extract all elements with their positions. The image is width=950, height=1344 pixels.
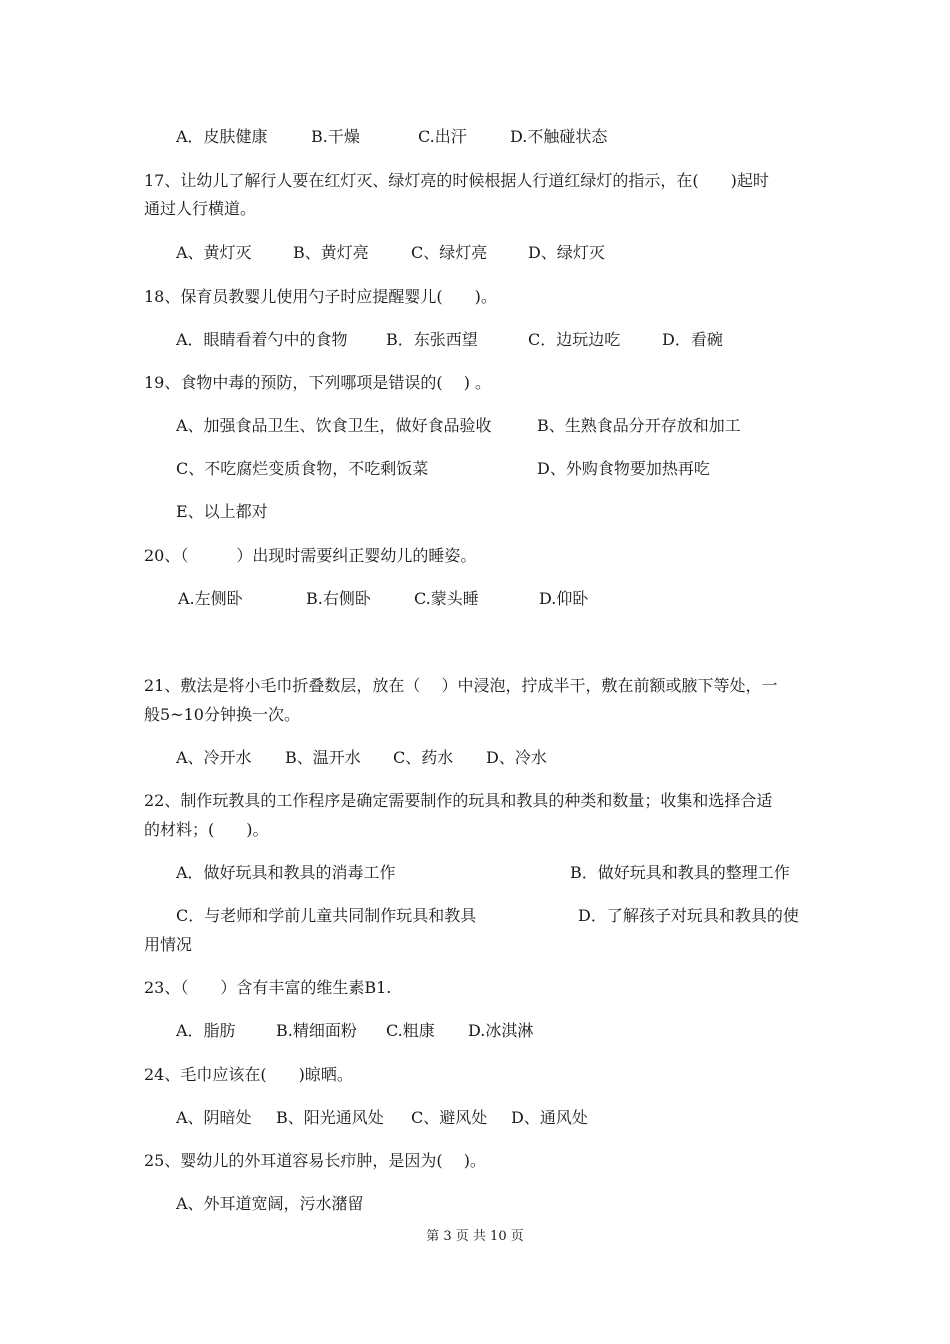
q20-option-b: B.右侧卧 xyxy=(306,589,371,608)
q18-question: 18、保育员教婴儿使用勺子时应提醒婴儿( )。 xyxy=(144,287,497,306)
q22-option-a: A．做好玩具和教具的消毒工作 xyxy=(176,863,396,882)
q17-question-line2: 通过人行横道。 xyxy=(144,199,257,218)
q24-option-c: C、避风处 xyxy=(411,1108,488,1127)
q24-option-a: A、阴暗处 xyxy=(176,1108,252,1127)
q18-option-c: C．边玩边吃 xyxy=(528,330,621,349)
q20-option-a: A.左侧卧 xyxy=(178,589,243,608)
q19-option-b: B、生熟食品分开存放和加工 xyxy=(537,416,741,435)
q18-option-d: D．看碗 xyxy=(662,330,723,349)
q21-option-c: C、药水 xyxy=(393,748,454,767)
q25-option-a: A、外耳道宽阔，污水潴留 xyxy=(176,1194,364,1213)
q22-option-d-line1: D．了解孩子对玩具和教具的使 xyxy=(578,906,799,925)
q21-option-a: A、冷开水 xyxy=(176,748,252,767)
q20-question: 20、（ ）出现时需要纠正婴幼儿的睡姿。 xyxy=(144,546,477,565)
q18-option-b: B．东张西望 xyxy=(386,330,478,349)
q19-option-e: E、以上都对 xyxy=(176,502,268,521)
q21-option-b: B、温开水 xyxy=(285,748,361,767)
q22-option-c: C．与老师和学前儿童共同制作玩具和教具 xyxy=(176,906,477,925)
q17-option-a: A、黄灯灭 xyxy=(176,243,252,262)
q16-option-d: D.不触碰状态 xyxy=(510,127,608,146)
q21-question-line2: 般5~10分钟换一次。 xyxy=(144,705,300,724)
q20-option-c: C.蒙头睡 xyxy=(414,589,479,608)
q22-question-line2: 的材料；( )。 xyxy=(144,820,269,839)
q21-question-line1: 21、敷法是将小毛巾折叠数层，放在（ ）中浸泡，拧成半干，敷在前额或腋下等处，一 xyxy=(144,676,778,695)
q16-option-a: A．皮肤健康 xyxy=(176,127,268,146)
q21-option-d: D、冷水 xyxy=(486,748,547,767)
q25-question: 25、婴幼儿的外耳道容易长疖肿，是因为( )。 xyxy=(144,1151,486,1170)
q24-option-d: D、通风处 xyxy=(511,1108,588,1127)
q23-option-d: D.冰淇淋 xyxy=(468,1021,534,1040)
q17-option-b: B、黄灯亮 xyxy=(293,243,369,262)
q18-option-a: A．眼睛看着勺中的食物 xyxy=(176,330,348,349)
q19-option-c: C、不吃腐烂变质食物，不吃剩饭菜 xyxy=(176,459,429,478)
q22-option-b: B．做好玩具和教具的整理工作 xyxy=(570,863,790,882)
q23-option-a: A．脂肪 xyxy=(176,1021,236,1040)
q19-option-a: A、加强食品卫生、饮食卫生，做好食品验收 xyxy=(176,416,492,435)
q23-option-c: C.粗康 xyxy=(386,1021,435,1040)
q16-option-b: B.干燥 xyxy=(311,127,360,146)
q19-option-d: D、外购食物要加热再吃 xyxy=(537,459,710,478)
q24-option-b: B、阳光通风处 xyxy=(276,1108,384,1127)
q17-option-d: D、绿灯灭 xyxy=(528,243,605,262)
q22-question-line1: 22、制作玩教具的工作程序是确定需要制作的玩具和教具的种类和数量；收集和选择合适 xyxy=(144,791,773,810)
q24-question: 24、毛巾应该在( )晾晒。 xyxy=(144,1065,353,1084)
q20-option-d: D.仰卧 xyxy=(539,589,589,608)
q17-option-c: C、绿灯亮 xyxy=(411,243,488,262)
q23-question: 23、（ ）含有丰富的维生素B1. xyxy=(144,978,392,997)
q19-question: 19、食物中毒的预防，下列哪项是错误的( ) 。 xyxy=(144,373,492,392)
page-number: 第 3 页 共 10 页 xyxy=(426,1229,524,1244)
q23-option-b: B.精细面粉 xyxy=(276,1021,357,1040)
q22-option-d-line2: 用情况 xyxy=(144,935,193,954)
q17-question-line1: 17、让幼儿了解行人要在红灯灭、绿灯亮的时候根据人行道红绿灯的指示，在( )起时 xyxy=(144,171,769,190)
q16-option-c: C.出汗 xyxy=(418,127,467,146)
